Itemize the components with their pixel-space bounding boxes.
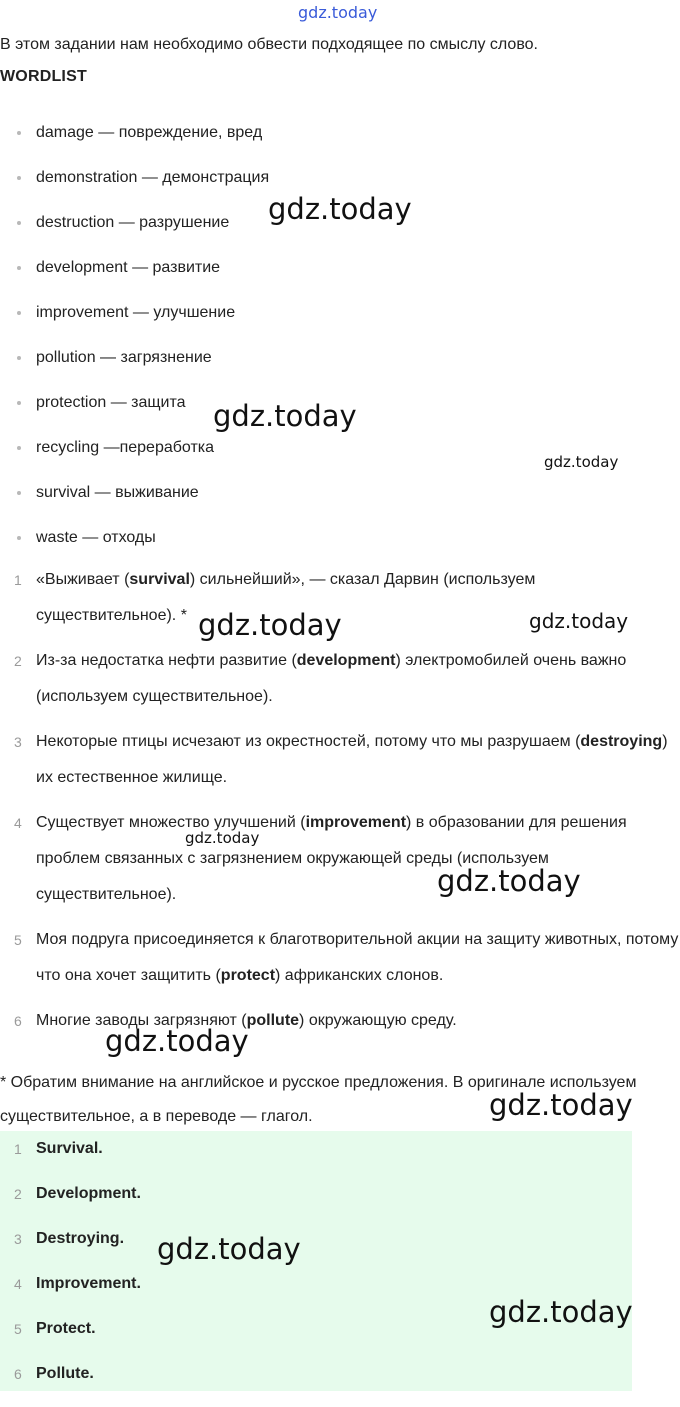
bullet-icon xyxy=(17,221,21,225)
item-number: 6 xyxy=(14,1013,22,1029)
answer-text: Survival. xyxy=(36,1140,103,1157)
task-keyword: pollute xyxy=(246,1012,300,1029)
watermark: gdz.today xyxy=(544,453,619,471)
task-text: Некоторые птицы исчезают из окрестностей, потому что мы разрушаем ( xyxy=(36,733,581,750)
task-item xyxy=(0,922,680,994)
task-item xyxy=(0,724,680,796)
watermark: gdz.today xyxy=(213,399,357,433)
task-text: ) окружающую среду. xyxy=(299,1012,457,1029)
watermark: gdz.today xyxy=(157,1232,301,1266)
wordlist-entry: improvement — улучшение xyxy=(36,304,236,321)
task-text: Многие заводы загрязняют ( xyxy=(36,1012,247,1029)
bullet-icon xyxy=(17,536,21,540)
wordlist-entry: pollution — загрязнение xyxy=(36,349,212,366)
answer-item xyxy=(0,1362,632,1407)
bullet-icon xyxy=(17,266,21,270)
item-number: 5 xyxy=(14,1321,22,1337)
item-number: 6 xyxy=(14,1366,22,1382)
bullet-icon xyxy=(17,176,21,180)
task-text: ) африканских слонов. xyxy=(275,967,444,984)
answer-item xyxy=(0,1227,632,1272)
wordlist-entry: survival — выживание xyxy=(36,484,199,501)
task-keyword: development xyxy=(296,652,396,669)
answer-item xyxy=(0,1137,632,1182)
watermark: gdz.today xyxy=(268,192,412,226)
intro-text: В этом задании нам необходимо обвести подходящее по смыслу слово. xyxy=(0,36,538,53)
wordlist-entry: recycling —переработка xyxy=(36,439,215,456)
bullet-icon xyxy=(17,311,21,315)
task-item xyxy=(0,643,680,715)
watermark: gdz.today xyxy=(185,829,260,847)
task-text: ) электромобилей очень важно (используем существительное). xyxy=(36,652,627,705)
item-number: 3 xyxy=(14,1231,22,1247)
task-text: ) сильнейший», — сказал Дарвин (используем существительное). * xyxy=(36,571,536,624)
bullet-icon xyxy=(17,131,21,135)
task-text: ) в образовании для решения проблем связанных с загрязнением окружающей среды (используем существительное). xyxy=(36,814,627,903)
wordlist-entry: development — развитие xyxy=(36,259,221,276)
task-text: Из-за недостатка нефти развитие ( xyxy=(36,652,297,669)
list-item xyxy=(0,481,680,526)
bullet-icon xyxy=(17,446,21,450)
watermark: gdz.today xyxy=(489,1088,633,1122)
answer-text: Improvement. xyxy=(36,1275,141,1292)
footnote: * Обратим внимание на английское и русское предложения. В оригинале используем существительное, а в переводе — глагол. xyxy=(0,1074,637,1125)
item-number: 1 xyxy=(14,572,22,588)
watermark: gdz.today xyxy=(489,1295,633,1329)
wordlist-entry: demonstration — демонстрация xyxy=(36,169,270,186)
watermark: gdz.today xyxy=(437,864,581,898)
watermark: gdz.today xyxy=(198,608,342,642)
wordlist-heading: WORDLIST xyxy=(0,68,87,85)
item-number: 2 xyxy=(14,1186,22,1202)
task-text: «Выживает ( xyxy=(36,571,130,588)
bullet-icon xyxy=(17,491,21,495)
list-item xyxy=(0,256,680,301)
answer-text: Destroying. xyxy=(36,1230,125,1247)
answer-list xyxy=(0,1137,632,1407)
answer-item xyxy=(0,1182,632,1227)
answer-text: Pollute. xyxy=(36,1365,94,1382)
watermark: gdz.today xyxy=(529,609,629,633)
task-keyword: improvement xyxy=(305,814,407,831)
wordlist-entry: damage — повреждение, вред xyxy=(36,124,263,141)
item-number: 2 xyxy=(14,653,22,669)
wordlist-entry: waste — отходы xyxy=(36,529,156,546)
watermark: gdz.today xyxy=(105,1024,249,1058)
item-number: 5 xyxy=(14,932,22,948)
task-text: Моя подруга присоединяется к благотворительной акции на защиту животных, потому что она хочет защитить ( xyxy=(36,931,679,984)
wordlist xyxy=(0,121,680,571)
list-item xyxy=(0,301,680,346)
task-keyword: protect xyxy=(220,967,276,984)
task-text: Существует множество улучшений ( xyxy=(36,814,306,831)
item-number: 3 xyxy=(14,734,22,750)
item-number: 1 xyxy=(14,1141,22,1157)
wordlist-entry: protection — защита xyxy=(36,394,186,411)
answer-text: Development. xyxy=(36,1185,141,1202)
list-item xyxy=(0,121,680,166)
list-item xyxy=(0,346,680,391)
task-text: ) их естественное жилище. xyxy=(36,733,668,786)
task-keyword: survival xyxy=(129,571,190,588)
answer-text: Protect. xyxy=(36,1320,96,1337)
watermark: gdz.today xyxy=(298,3,378,22)
item-number: 4 xyxy=(14,1276,22,1292)
bullet-icon xyxy=(17,356,21,360)
wordlist-entry: destruction — разрушение xyxy=(36,214,230,231)
item-number: 4 xyxy=(14,815,22,831)
bullet-icon xyxy=(17,401,21,405)
task-keyword: destroying xyxy=(580,733,663,750)
task-item xyxy=(0,1003,680,1039)
